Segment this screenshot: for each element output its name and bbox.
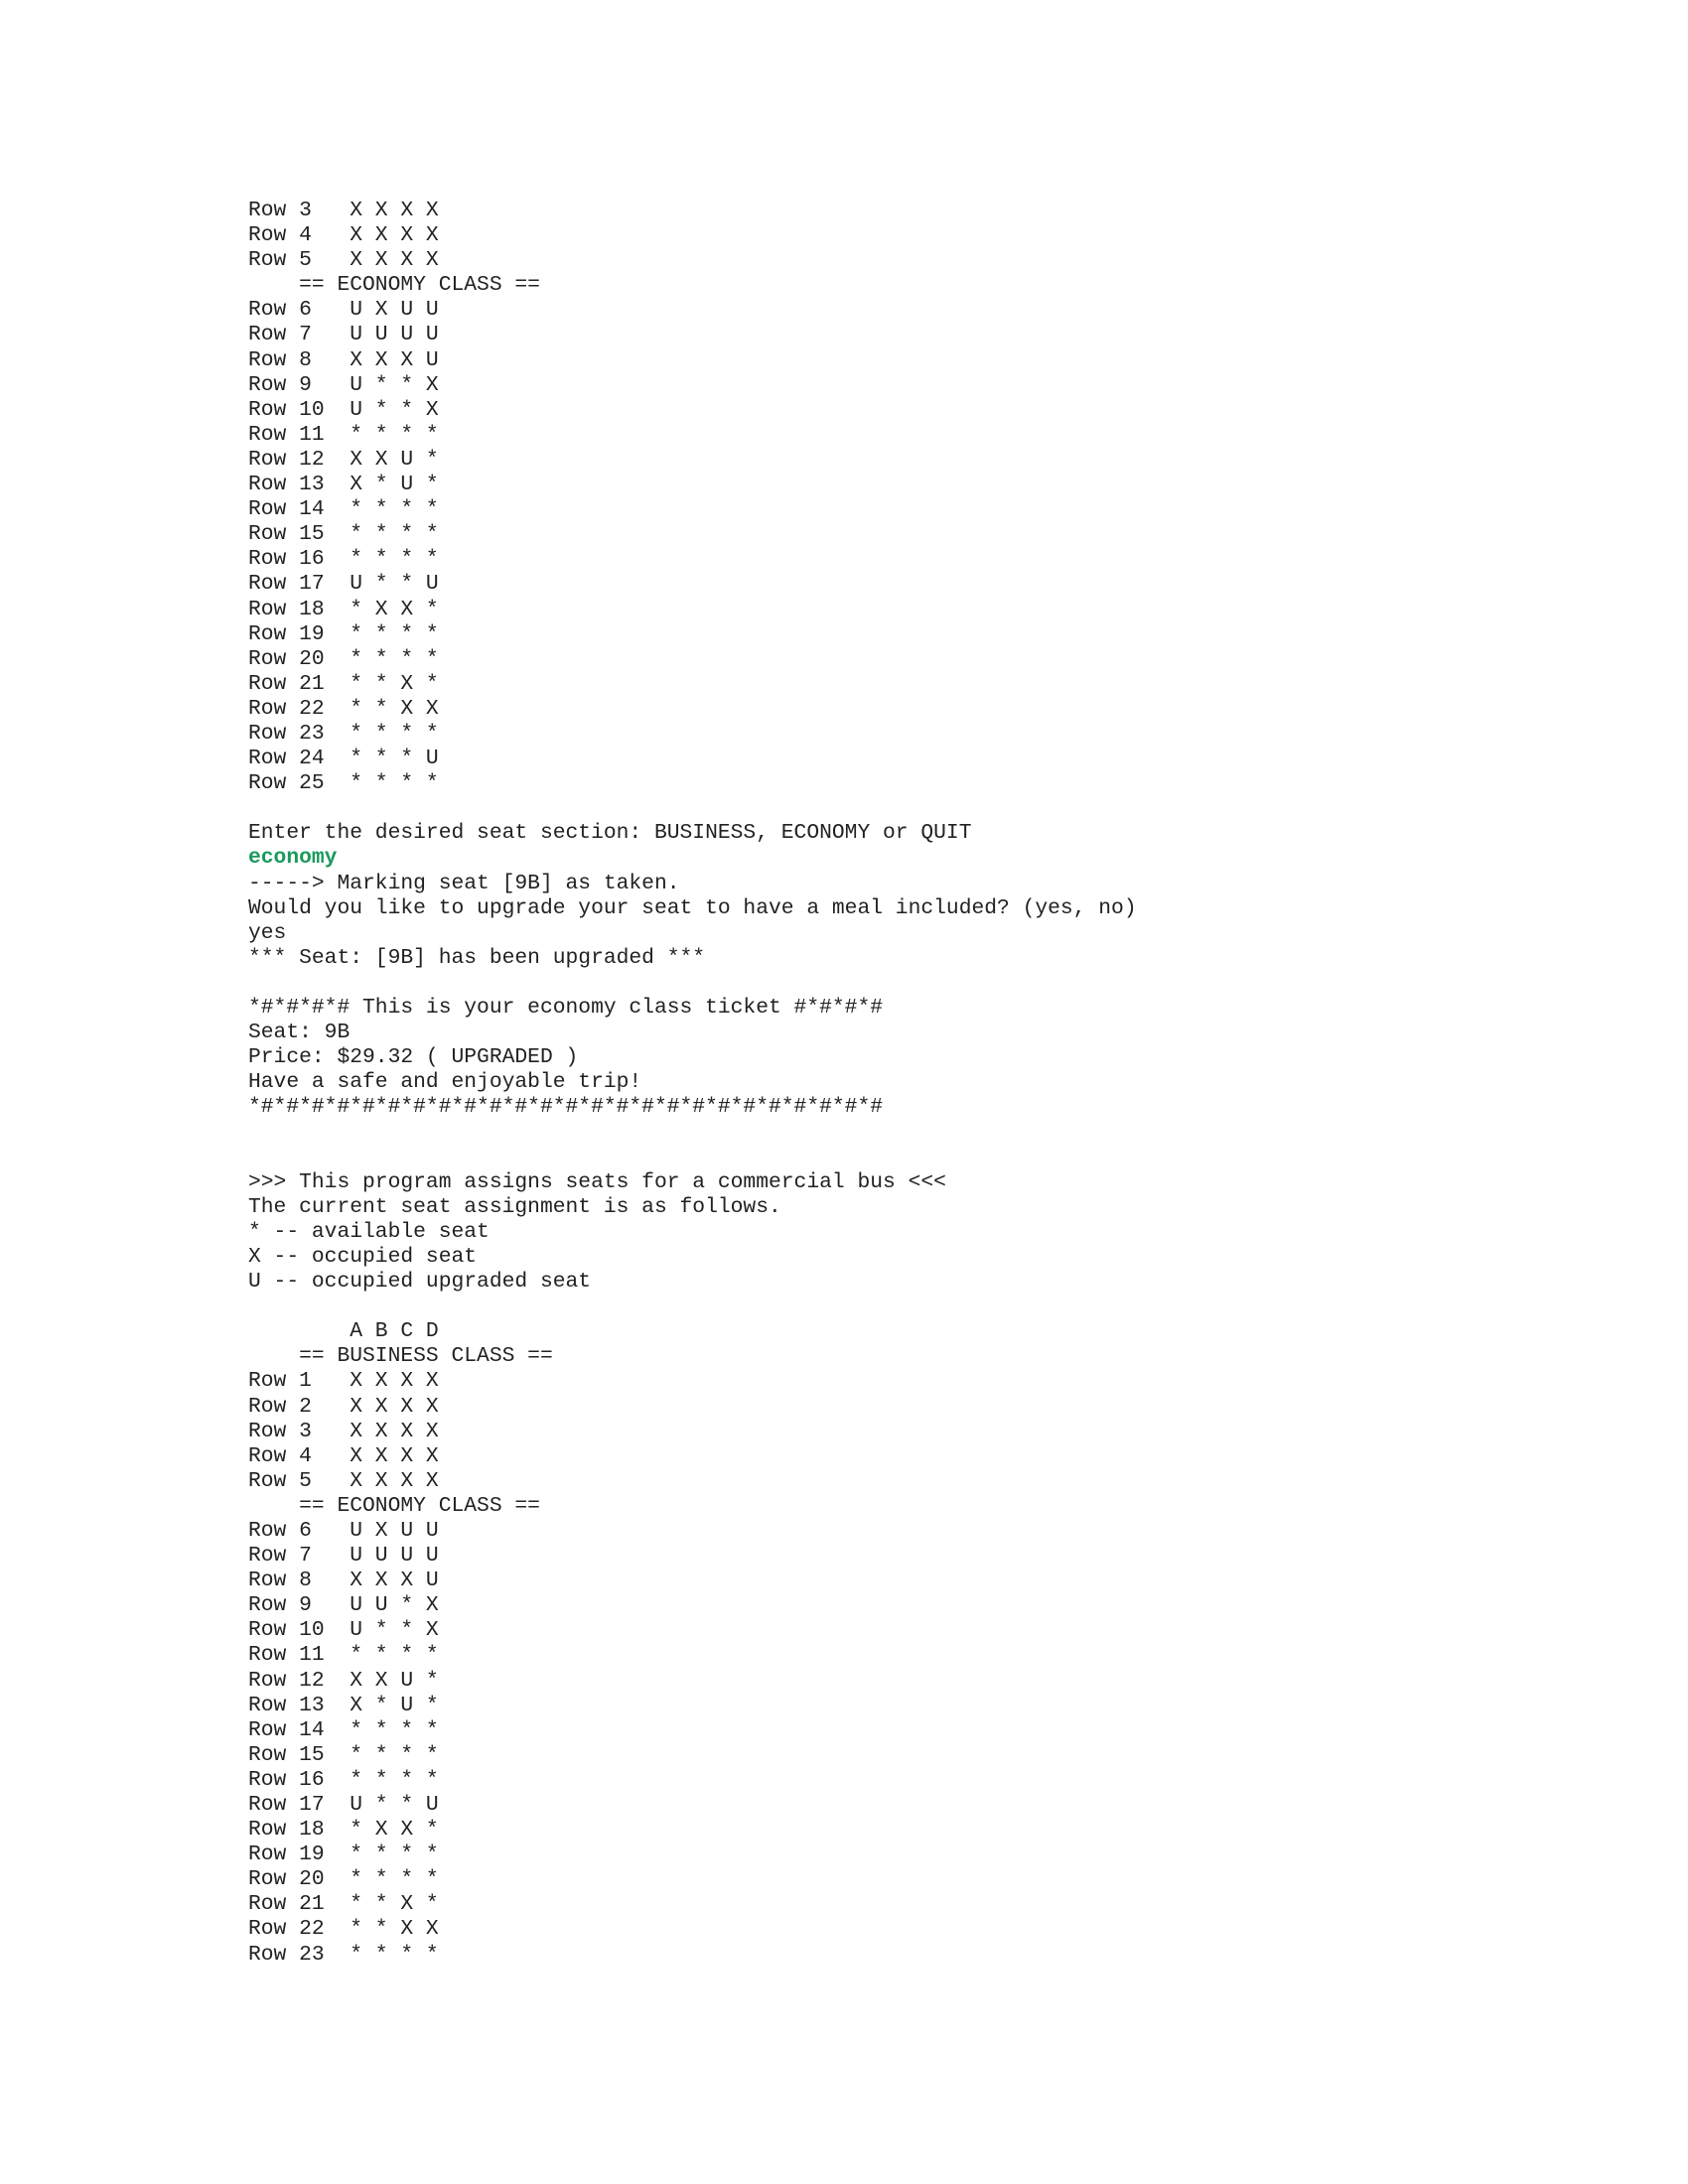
seat-row-line: Row 7 U U U U [248,323,439,347]
console-line: *#*#*#*# This is your economy class ticket #*#*#*# [248,996,884,1020]
seat-row-line: Row 17 U * * U [248,572,439,597]
seat-row-line: Row 22 * * X X [248,1917,439,1942]
console-line: X -- occupied seat [248,1244,478,1269]
seat-row-line: Row 5 X X X X [248,1468,439,1493]
class-header-line: == ECONOMY CLASS == [248,273,540,298]
console-line: Would you like to upgrade your seat to have a meal included? (yes, no) [248,895,1137,920]
console-line: U -- occupied upgraded seat [248,1270,592,1295]
blank-line [248,1146,1137,1170]
seat-row-line: Row 24 * * * U [248,747,439,771]
seat-row-line: Row 10 U * * X [248,1618,439,1643]
seat-row-line: Row 18 * X X * [248,1818,439,1843]
console-line: Have a safe and enjoyable trip! [248,1070,642,1095]
seat-row-line: Row 2 X X X X [248,1394,439,1419]
seat-row-line: Row 5 X X X X [248,248,439,273]
seat-row-line: Row 3 X X X X [248,1419,439,1443]
seat-row-line: Row 23 * * * * [248,721,439,746]
user-input-text: economy [248,846,338,871]
blank-line [248,796,1137,821]
console-line: >>> This program assigns seats for a commercial bus <<< [248,1169,946,1194]
console-line: *#*#*#*#*#*#*#*#*#*#*#*#*#*#*#*#*#*#*#*#*#*#*#*#*# [248,1095,884,1120]
class-header-line: == BUSINESS CLASS == [248,1344,553,1369]
seat-row-line: Row 20 * * * * [248,646,439,671]
console-line: * -- available seat [248,1219,490,1244]
seat-row-line: Row 7 U U U U [248,1544,439,1569]
seat-row-line: Row 19 * * * * [248,1843,439,1867]
seat-row-line: Row 9 U U * X [248,1593,439,1618]
seat-row-line: Row 8 X X X U [248,1569,439,1593]
seat-row-line: Row 9 U * * X [248,372,439,397]
blank-line [248,1295,1137,1319]
seat-row-line: Row 20 * * * * [248,1867,439,1892]
seat-row-line: Row 1 X X X X [248,1369,439,1394]
console-line: The current seat assignment is as follows. [248,1194,781,1219]
seat-row-line: Row 10 U * * X [248,397,439,422]
seat-row-line: Row 16 * * * * [248,547,439,572]
blank-line [248,1120,1137,1145]
console-line: *** Seat: [9B] has been upgraded *** [248,945,706,970]
seat-row-line: Row 22 * * X X [248,696,439,721]
seat-row-line: Row 12 X X U * [248,1668,439,1693]
console-line: yes [248,920,287,945]
console-line: A B C D [248,1319,439,1344]
seat-row-line: Row 25 * * * * [248,771,439,796]
seat-row-line: Row 18 * X X * [248,597,439,621]
seat-row-line: Row 13 X * U * [248,1693,439,1717]
console-line: Seat: 9B [248,1021,351,1045]
seat-row-line: Row 4 X X X X [248,223,439,248]
seat-row-line: Row 21 * * X * [248,671,439,696]
seat-row-line: Row 4 X X X X [248,1443,439,1468]
seat-row-line: Row 6 U X U U [248,1518,439,1543]
class-header-line: == ECONOMY CLASS == [248,1493,540,1518]
seat-row-line: Row 23 * * * * [248,1942,439,1967]
seat-row-line: Row 6 U X U U [248,298,439,323]
seat-row-line: Row 8 X X X U [248,347,439,372]
seat-row-line: Row 15 * * * * [248,1742,439,1767]
seat-row-line: Row 11 * * * * [248,1643,439,1668]
seat-row-line: Row 15 * * * * [248,522,439,547]
console-line: Price: $29.32 ( UPGRADED ) [248,1045,579,1070]
seat-row-line: Row 3 X X X X [248,199,439,222]
blank-line [248,971,1137,996]
seat-row-line: Row 14 * * * * [248,497,439,522]
seat-row-line: Row 19 * * * * [248,621,439,646]
seat-row-line: Row 14 * * * * [248,1717,439,1742]
console-output [248,199,1137,1968]
seat-row-line: Row 16 * * * * [248,1767,439,1792]
seat-row-line: Row 17 U * * U [248,1793,439,1817]
seat-row-line: Row 12 X X U * [248,447,439,472]
seat-row-line: Row 21 * * X * [248,1892,439,1917]
seat-row-line: Row 11 * * * * [248,422,439,447]
console-line: Enter the desired seat section: BUSINESS, ECONOMY or QUIT [248,821,972,846]
console-line: -----> Marking seat [9B] as taken. [248,871,680,895]
seat-row-line: Row 13 X * U * [248,473,439,497]
